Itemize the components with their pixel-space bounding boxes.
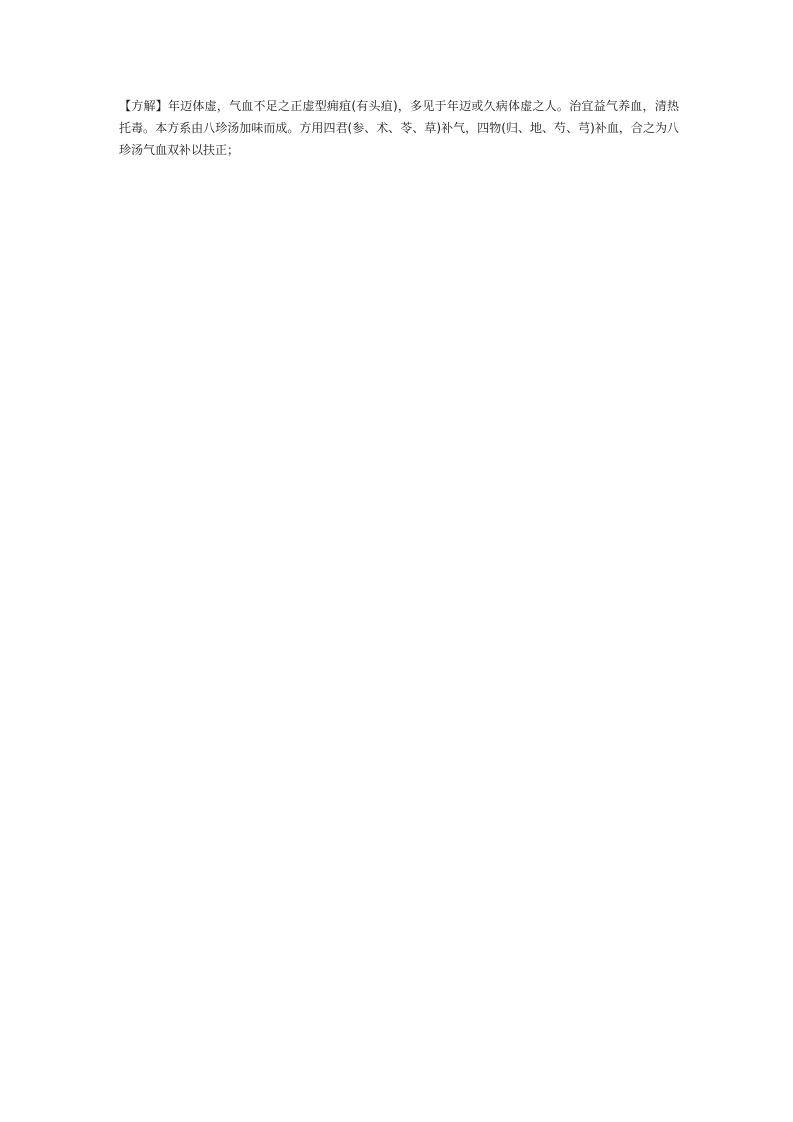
paragraph-1: 【方解】年迈体虚，气血不足之正虚型痈疽(有头疽)，多见于年迈或久病体虚之人。治宜益气养血，清热托毒。本方系由八珍汤加味而成。方用四君(参、术、苓、草)补气，四物(归、地、芍、芎)补血，合之为八珍汤气血双补以扶正；	[119, 99, 679, 157]
document-page	[119, 95, 679, 178]
